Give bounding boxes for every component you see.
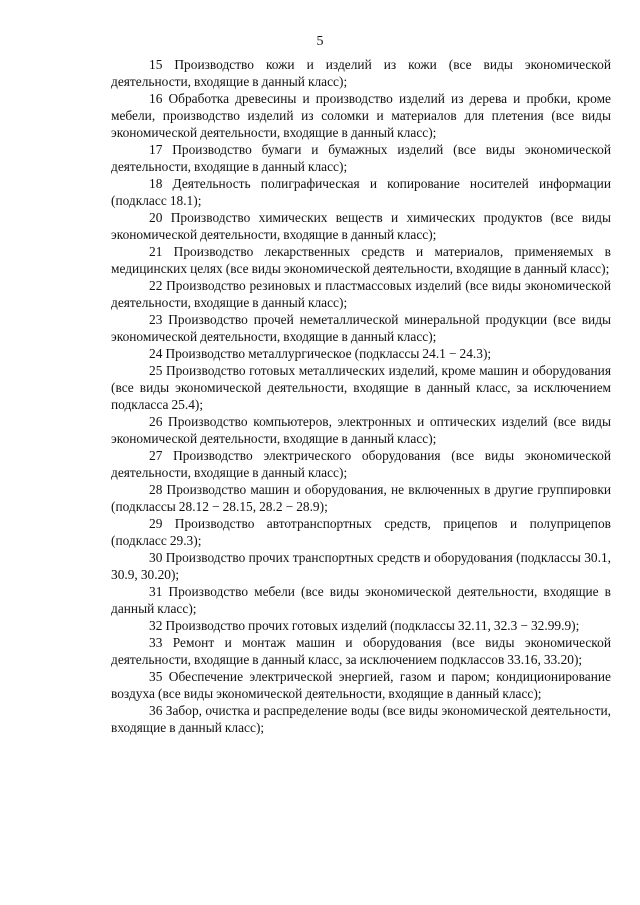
list-item: 17 Производство бумаги и бумажных изделий (все виды экономической деятельности, входящие в данный класс); xyxy=(111,142,611,174)
list-item: 28 Производство машин и оборудования, не включенных в другие группировки (подклассы 28.12 − 28.15, 28.2 − 28.9); xyxy=(111,482,611,514)
list-item: 30 Производство прочих транспортных средств и оборудования (подклассы 30.1, 30.9, 30.20); xyxy=(111,550,611,582)
list-item: 15 Производство кожи и изделий из кожи (все виды экономической деятельности, входящие в данный класс); xyxy=(111,57,611,89)
page-number: 5 xyxy=(316,34,324,49)
list-item: 27 Производство электрического оборудования (все виды экономической деятельности, входящие в данный класс); xyxy=(111,448,611,480)
list-item: 21 Производство лекарственных средств и материалов, применяемых в медицинских целях (все виды экономической деятельности, входящие в данный класс); xyxy=(111,244,611,276)
activity-list xyxy=(111,56,611,736)
list-item: 32 Производство прочих готовых изделий (подклассы 32.11, 32.3 − 32.99.9); xyxy=(149,618,580,633)
list-item: 26 Производство компьютеров, электронных и оптических изделий (все виды экономической деятельности, входящие в данный класс); xyxy=(111,414,611,446)
list-item: 24 Производство металлургическое (подклассы 24.1 − 24.3); xyxy=(149,346,492,361)
list-item: 25 Производство готовых металлических изделий, кроме машин и оборудования (все виды экономической деятельности, входящие в данный класс, за исключением подкласса 25.4); xyxy=(111,363,611,412)
list-item: 20 Производство химических веществ и химических продуктов (все виды экономической деятельности, входящие в данный класс); xyxy=(111,210,611,242)
list-item: 23 Производство прочей неметаллической минеральной продукции (все виды экономической деятельности, входящие в данный класс); xyxy=(111,312,611,344)
list-item: 33 Ремонт и монтаж машин и оборудования (все виды экономической деятельности, входящие в данный класс, за исключением подклассов 33.16, 33.20); xyxy=(111,635,611,667)
list-item: 16 Обработка древесины и производство изделий из дерева и пробки, кроме мебели, производство изделий из соломки и материалов для плетения (все виды экономической деятельности, входящие в данный класс); xyxy=(111,91,611,140)
list-item: 18 Деятельность полиграфическая и копирование носителей информации (подкласс 18.1); xyxy=(111,176,611,208)
list-item: 29 Производство автотранспортных средств, прицепов и полуприцепов (подкласс 29.3); xyxy=(111,516,611,548)
list-item: 35 Обеспечение электрической энергией, газом и паром; кондиционирование воздуха (все виды экономической деятельности, входящие в данный класс); xyxy=(111,669,611,701)
list-item: 31 Производство мебели (все виды экономической деятельности, входящие в данный класс); xyxy=(111,584,611,616)
list-item: 36 Забор, очистка и распределение воды (все виды экономической деятельности, входящие в данный класс); xyxy=(111,703,611,735)
list-item: 22 Производство резиновых и пластмассовых изделий (все виды экономической деятельности, входящие в данный класс); xyxy=(111,278,611,310)
